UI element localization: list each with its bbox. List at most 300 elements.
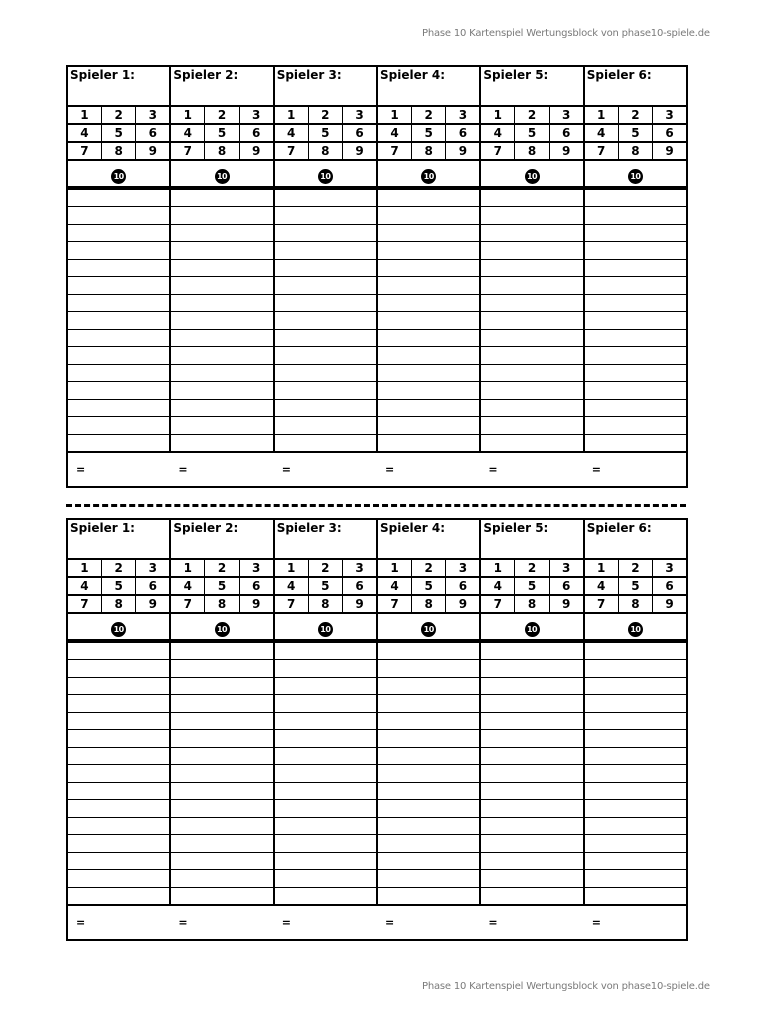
score-cell[interactable]: [274, 312, 377, 330]
score-cell[interactable]: [170, 765, 273, 783]
score-cell[interactable]: [274, 835, 377, 853]
score-cell[interactable]: [480, 677, 583, 695]
score-cell[interactable]: [480, 347, 583, 365]
total-equals: =: [488, 462, 498, 476]
phase-number: 1: [480, 559, 514, 577]
score-cell[interactable]: [377, 677, 480, 695]
score-cell[interactable]: [274, 747, 377, 765]
score-cell[interactable]: [584, 677, 687, 695]
score-cell[interactable]: [274, 294, 377, 312]
phase-ten-cell: [584, 613, 687, 640]
score-cell[interactable]: [67, 730, 170, 748]
total-equals: =: [76, 915, 86, 929]
score-cell[interactable]: [170, 294, 273, 312]
phase-ten-cell: [480, 160, 583, 187]
score-cell[interactable]: [584, 817, 687, 835]
score-row: [67, 189, 687, 207]
phase-number: 2: [101, 106, 135, 124]
score-cell[interactable]: [480, 835, 583, 853]
score-cell[interactable]: [170, 817, 273, 835]
phase-number: 4: [584, 577, 618, 595]
phase-number: 9: [446, 142, 480, 160]
score-cell[interactable]: [170, 189, 273, 207]
score-cell[interactable]: [274, 399, 377, 417]
score-cell[interactable]: [274, 695, 377, 713]
total-equals: =: [281, 462, 291, 476]
score-cell[interactable]: [274, 224, 377, 242]
score-cell[interactable]: [480, 329, 583, 347]
score-cell[interactable]: [274, 259, 377, 277]
score-cell[interactable]: [377, 887, 480, 905]
score-cell[interactable]: [170, 870, 273, 888]
phase-number: 1: [67, 106, 101, 124]
phase-number: 2: [411, 559, 445, 577]
score-cell[interactable]: [584, 434, 687, 452]
score-cell[interactable]: [67, 800, 170, 818]
score-cell[interactable]: [274, 189, 377, 207]
score-cell[interactable]: [480, 800, 583, 818]
score-cell[interactable]: [67, 870, 170, 888]
score-cell[interactable]: [274, 870, 377, 888]
score-cell[interactable]: [67, 259, 170, 277]
score-cell[interactable]: [584, 242, 687, 260]
score-cell[interactable]: [584, 782, 687, 800]
phase-number: 5: [101, 124, 135, 142]
score-cell[interactable]: [170, 382, 273, 400]
score-cell[interactable]: [480, 782, 583, 800]
phase-number: 7: [274, 595, 308, 613]
phase-number: 2: [618, 106, 652, 124]
score-cell[interactable]: [170, 730, 273, 748]
score-cell[interactable]: [584, 259, 687, 277]
score-cell[interactable]: [377, 817, 480, 835]
score-row: [67, 277, 687, 295]
score-cell[interactable]: [274, 852, 377, 870]
total-cell[interactable]: [274, 905, 377, 940]
total-cell[interactable]: [480, 905, 583, 940]
score-cell[interactable]: [480, 189, 583, 207]
phase-number: 5: [308, 577, 342, 595]
score-row: [67, 242, 687, 260]
phase-ten-badge: 10: [318, 622, 333, 637]
total-cell[interactable]: [377, 905, 480, 940]
score-cell[interactable]: [170, 417, 273, 435]
score-cell[interactable]: [584, 852, 687, 870]
player-name-cell: [170, 519, 273, 559]
score-cell[interactable]: [584, 800, 687, 818]
score-row: [67, 207, 687, 225]
score-cell[interactable]: [377, 870, 480, 888]
score-cell[interactable]: [67, 329, 170, 347]
total-equals: =: [178, 915, 188, 929]
score-cell[interactable]: [480, 312, 583, 330]
score-cell[interactable]: [274, 347, 377, 365]
phase-number: 7: [170, 142, 204, 160]
credit-footer: Phase 10 Kartenspiel Wertungsblock von phase10-spiele.de: [422, 981, 710, 992]
score-cell[interactable]: [584, 835, 687, 853]
score-cell[interactable]: [480, 382, 583, 400]
phase-number: 4: [480, 577, 514, 595]
phase-number: 8: [308, 595, 342, 613]
score-cell[interactable]: [584, 660, 687, 678]
phase-number: 4: [377, 124, 411, 142]
score-cell[interactable]: [584, 207, 687, 225]
score-cell[interactable]: [170, 224, 273, 242]
score-cell[interactable]: [67, 835, 170, 853]
player-label: Spieler 5:: [483, 68, 549, 82]
score-cell[interactable]: [170, 207, 273, 225]
score-cell[interactable]: [67, 712, 170, 730]
total-cell[interactable]: [274, 452, 377, 487]
player-label: Spieler 2:: [173, 68, 239, 82]
score-cell[interactable]: [170, 277, 273, 295]
total-cell[interactable]: [584, 905, 687, 940]
score-cell[interactable]: [584, 224, 687, 242]
score-cell[interactable]: [67, 399, 170, 417]
phase-number: 3: [239, 559, 273, 577]
player-label: Spieler 6:: [586, 68, 652, 82]
phase-number: 2: [618, 559, 652, 577]
score-cell[interactable]: [67, 765, 170, 783]
score-cell[interactable]: [377, 189, 480, 207]
score-cell[interactable]: [67, 782, 170, 800]
score-row: [67, 312, 687, 330]
score-cell[interactable]: [170, 347, 273, 365]
phase-number: 5: [515, 124, 549, 142]
score-cell[interactable]: [584, 642, 687, 660]
score-cell[interactable]: [377, 642, 480, 660]
score-row: [67, 747, 687, 765]
score-cell[interactable]: [170, 677, 273, 695]
score-cell[interactable]: [67, 817, 170, 835]
phase-number: 8: [618, 142, 652, 160]
score-cell[interactable]: [170, 852, 273, 870]
score-cell[interactable]: [584, 870, 687, 888]
score-cell[interactable]: [274, 382, 377, 400]
score-cell[interactable]: [377, 800, 480, 818]
score-cell[interactable]: [480, 277, 583, 295]
score-cell[interactable]: [67, 382, 170, 400]
player-label: Spieler 3:: [276, 521, 342, 535]
score-cell[interactable]: [584, 712, 687, 730]
phase-ten-cell: [377, 160, 480, 187]
score-cell[interactable]: [170, 887, 273, 905]
score-cell[interactable]: [274, 660, 377, 678]
phase-number: 6: [343, 124, 377, 142]
score-cell[interactable]: [170, 747, 273, 765]
score-cell[interactable]: [377, 695, 480, 713]
score-cell[interactable]: [480, 695, 583, 713]
phase-number: 5: [101, 577, 135, 595]
score-cell[interactable]: [170, 782, 273, 800]
score-cell[interactable]: [584, 695, 687, 713]
score-cell[interactable]: [170, 642, 273, 660]
phase-number: 8: [101, 595, 135, 613]
score-cell[interactable]: [480, 660, 583, 678]
score-cell[interactable]: [67, 277, 170, 295]
score-cell[interactable]: [584, 887, 687, 905]
score-cell[interactable]: [480, 207, 583, 225]
phase-number: 1: [377, 106, 411, 124]
score-cell[interactable]: [377, 382, 480, 400]
score-cell[interactable]: [480, 887, 583, 905]
score-cell[interactable]: [480, 417, 583, 435]
phase-number: 7: [480, 595, 514, 613]
score-cell[interactable]: [480, 224, 583, 242]
phase-number: 2: [515, 106, 549, 124]
score-cell[interactable]: [274, 887, 377, 905]
score-cell[interactable]: [377, 364, 480, 382]
score-cell[interactable]: [584, 294, 687, 312]
score-cell[interactable]: [480, 399, 583, 417]
score-cell[interactable]: [274, 242, 377, 260]
phase-ten-cell: [170, 613, 273, 640]
score-cell[interactable]: [584, 364, 687, 382]
score-cell[interactable]: [170, 242, 273, 260]
score-row: [67, 695, 687, 713]
phase-number: 9: [653, 595, 687, 613]
phase-ten-cell: [377, 613, 480, 640]
score-cell[interactable]: [480, 730, 583, 748]
phase-number: 1: [584, 106, 618, 124]
phase-number: 2: [205, 106, 239, 124]
score-cell[interactable]: [584, 347, 687, 365]
score-row: [67, 870, 687, 888]
score-cell[interactable]: [584, 765, 687, 783]
score-cell[interactable]: [584, 747, 687, 765]
phase-number: 1: [274, 559, 308, 577]
score-cell[interactable]: [274, 642, 377, 660]
phase-number: 7: [480, 142, 514, 160]
score-cell[interactable]: [67, 747, 170, 765]
score-cell[interactable]: [480, 747, 583, 765]
score-cell[interactable]: [67, 852, 170, 870]
score-cell[interactable]: [274, 417, 377, 435]
total-equals: =: [281, 915, 291, 929]
phase-number: 7: [170, 595, 204, 613]
score-cell[interactable]: [67, 660, 170, 678]
phase-number: 5: [618, 577, 652, 595]
score-cell[interactable]: [274, 765, 377, 783]
phase-number: 6: [653, 577, 687, 595]
score-cell[interactable]: [377, 294, 480, 312]
score-cell[interactable]: [274, 277, 377, 295]
phase-number: 5: [411, 124, 445, 142]
score-cell[interactable]: [274, 730, 377, 748]
player-name-cell: [377, 519, 480, 559]
score-cell[interactable]: [377, 242, 480, 260]
phase-number: 9: [446, 595, 480, 613]
score-cell[interactable]: [377, 417, 480, 435]
phase-number: 3: [136, 106, 170, 124]
score-cell[interactable]: [67, 417, 170, 435]
phase-ten-badge: 10: [525, 169, 540, 184]
score-row: [67, 224, 687, 242]
total-cell[interactable]: [584, 452, 687, 487]
score-cell[interactable]: [480, 364, 583, 382]
score-cell[interactable]: [67, 207, 170, 225]
score-cell[interactable]: [170, 312, 273, 330]
score-cell[interactable]: [584, 189, 687, 207]
score-cell[interactable]: [377, 660, 480, 678]
score-cell[interactable]: [170, 835, 273, 853]
score-cell[interactable]: [170, 660, 273, 678]
score-cell[interactable]: [377, 207, 480, 225]
score-cell[interactable]: [67, 887, 170, 905]
score-cell[interactable]: [377, 434, 480, 452]
score-cell[interactable]: [67, 242, 170, 260]
score-cell[interactable]: [377, 277, 480, 295]
score-cell[interactable]: [480, 870, 583, 888]
score-row: [67, 817, 687, 835]
score-cell[interactable]: [274, 677, 377, 695]
phase-number: 2: [308, 106, 342, 124]
player-label: Spieler 3:: [276, 68, 342, 82]
score-cell[interactable]: [274, 782, 377, 800]
score-cell[interactable]: [170, 712, 273, 730]
score-cell[interactable]: [584, 382, 687, 400]
player-name-cell: [480, 519, 583, 559]
score-cell[interactable]: [274, 712, 377, 730]
score-cell[interactable]: [67, 364, 170, 382]
total-cell[interactable]: [170, 452, 273, 487]
score-cell[interactable]: [274, 817, 377, 835]
score-cell[interactable]: [584, 417, 687, 435]
score-cell[interactable]: [274, 207, 377, 225]
score-cell[interactable]: [67, 312, 170, 330]
phase-number: 5: [618, 124, 652, 142]
score-cell[interactable]: [377, 347, 480, 365]
player-label: Spieler 6:: [586, 521, 652, 535]
score-cell[interactable]: [377, 747, 480, 765]
score-cell[interactable]: [377, 730, 480, 748]
score-cell[interactable]: [480, 712, 583, 730]
phase-number: 3: [653, 106, 687, 124]
phase-number: 2: [411, 106, 445, 124]
phase-number: 1: [170, 559, 204, 577]
score-cell[interactable]: [274, 364, 377, 382]
phase-number: 1: [274, 106, 308, 124]
score-cell[interactable]: [274, 434, 377, 452]
score-cell[interactable]: [67, 347, 170, 365]
phase-number: 9: [239, 595, 273, 613]
score-cell[interactable]: [170, 399, 273, 417]
score-cell[interactable]: [377, 712, 480, 730]
score-cell[interactable]: [67, 224, 170, 242]
phase-ten-cell: [67, 613, 170, 640]
score-cell[interactable]: [377, 224, 480, 242]
phase-number: 6: [136, 124, 170, 142]
score-cell[interactable]: [480, 817, 583, 835]
score-cell[interactable]: [170, 800, 273, 818]
total-cell[interactable]: [377, 452, 480, 487]
score-cell[interactable]: [170, 364, 273, 382]
player-name-cell: [377, 66, 480, 106]
score-cell[interactable]: [67, 434, 170, 452]
score-cell[interactable]: [377, 399, 480, 417]
score-cell[interactable]: [170, 434, 273, 452]
score-cell[interactable]: [274, 800, 377, 818]
total-cell[interactable]: [170, 905, 273, 940]
score-cell[interactable]: [170, 695, 273, 713]
score-cell[interactable]: [274, 329, 377, 347]
score-cell[interactable]: [377, 835, 480, 853]
phase-number: 6: [446, 577, 480, 595]
score-cell[interactable]: [480, 852, 583, 870]
phase-number: 2: [308, 559, 342, 577]
score-cell[interactable]: [584, 329, 687, 347]
score-cell[interactable]: [377, 329, 480, 347]
score-cell[interactable]: [67, 695, 170, 713]
phase-number: 1: [584, 559, 618, 577]
score-cell[interactable]: [480, 259, 583, 277]
phase-number: 3: [136, 559, 170, 577]
player-name-cell: [274, 66, 377, 106]
score-cell[interactable]: [170, 329, 273, 347]
total-equals: =: [488, 915, 498, 929]
score-cell[interactable]: [584, 312, 687, 330]
phase-number: 8: [515, 595, 549, 613]
total-cell[interactable]: [67, 905, 170, 940]
score-cell[interactable]: [480, 294, 583, 312]
phase-number: 4: [67, 577, 101, 595]
phase-number: 5: [308, 124, 342, 142]
score-cell[interactable]: [584, 277, 687, 295]
player-label: Spieler 4:: [380, 521, 446, 535]
score-cell[interactable]: [377, 852, 480, 870]
score-cell[interactable]: [170, 259, 273, 277]
phase-ten-cell: [274, 613, 377, 640]
player-name-cell: [584, 519, 687, 559]
phase-number: 8: [205, 595, 239, 613]
score-cell[interactable]: [67, 642, 170, 660]
score-cell[interactable]: [584, 730, 687, 748]
score-cell[interactable]: [377, 312, 480, 330]
score-cell[interactable]: [480, 434, 583, 452]
score-cell[interactable]: [67, 677, 170, 695]
phase-number: 9: [343, 595, 377, 613]
score-cell[interactable]: [67, 294, 170, 312]
total-equals: =: [178, 462, 188, 476]
phase-number: 7: [377, 595, 411, 613]
score-cell[interactable]: [584, 399, 687, 417]
score-cell[interactable]: [377, 765, 480, 783]
phase-ten-badge: 10: [318, 169, 333, 184]
score-row: [67, 852, 687, 870]
score-cell[interactable]: [480, 642, 583, 660]
phase-number: 8: [411, 142, 445, 160]
player-label: Spieler 1:: [70, 521, 135, 535]
phase-ten-badge: 10: [628, 622, 643, 637]
score-row: [67, 347, 687, 365]
total-cell[interactable]: [480, 452, 583, 487]
phase-number: 4: [170, 124, 204, 142]
phase-number: 8: [411, 595, 445, 613]
score-cell[interactable]: [67, 189, 170, 207]
score-cell[interactable]: [377, 259, 480, 277]
score-row: [67, 642, 687, 660]
score-row: [67, 677, 687, 695]
score-row: [67, 712, 687, 730]
phase-number: 4: [377, 577, 411, 595]
score-cell[interactable]: [480, 242, 583, 260]
score-cell[interactable]: [480, 765, 583, 783]
phase-number: 5: [205, 124, 239, 142]
score-cell[interactable]: [377, 782, 480, 800]
phase-number: 7: [67, 595, 101, 613]
player-label: Spieler 2:: [173, 521, 239, 535]
total-cell[interactable]: [67, 452, 170, 487]
